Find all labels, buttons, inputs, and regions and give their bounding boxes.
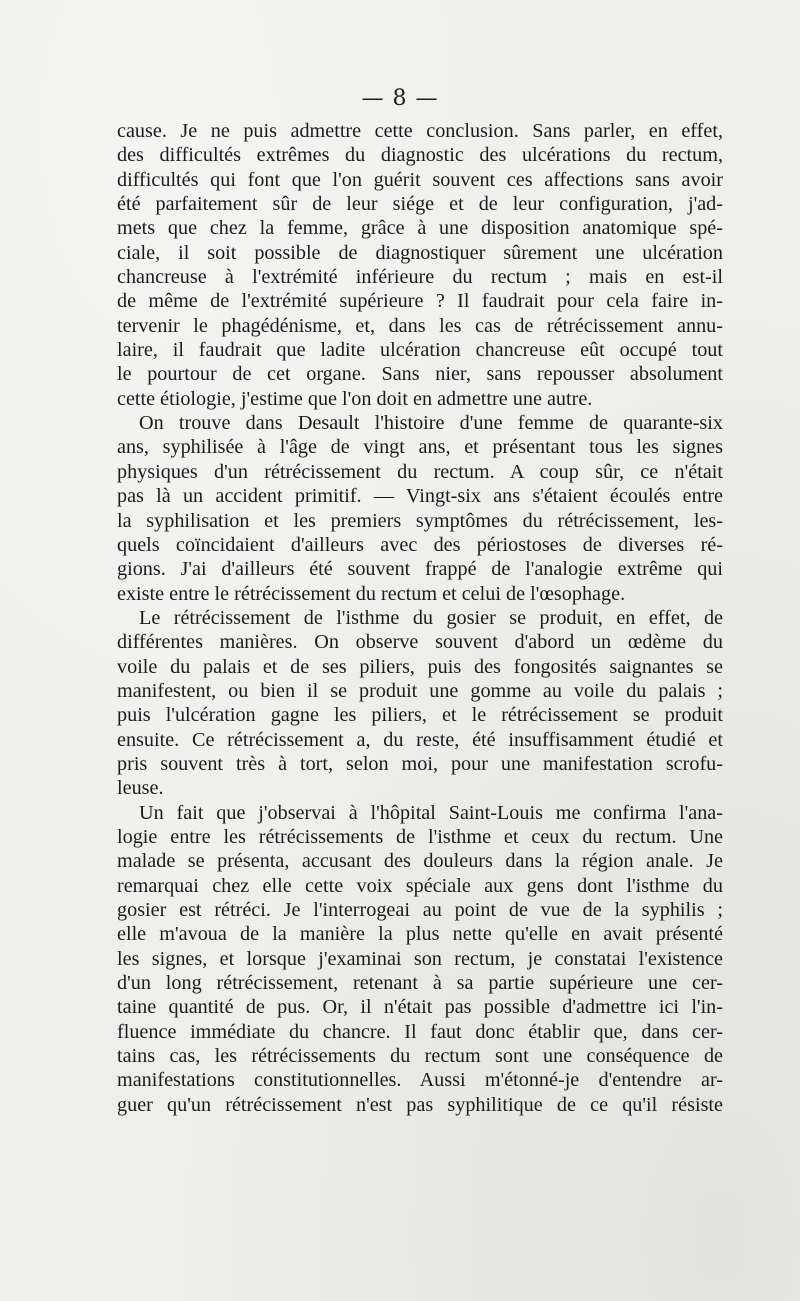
- text-line: taine quantité de pus. Or, il n'était pas possible d'admettre ici l'in-: [117, 996, 723, 1019]
- text-line: existe entre le rétrécissement du rectum et celui de l'œsophage.: [117, 582, 626, 605]
- text-line: pas là un accident primitif. — Vingt-six ans s'étaient écoulés entre: [117, 485, 723, 508]
- text-line: gosier est rétréci. Je l'interrogeai au point de vue de la syphilis ;: [117, 899, 723, 921]
- text-line: Le rétrécissement de l'isthme du gosier se produit, en effet, de: [139, 606, 723, 629]
- text-line: chancreuse à l'extrémité inférieure du rectum ; mais en est-il: [117, 266, 723, 289]
- text-line: difficultés qui font que l'on guérit souvent ces affections sans avoir: [117, 168, 723, 191]
- text-line: manifestations constitutionnelles. Aussi m'étonné-je d'entendre ar-: [117, 1069, 723, 1092]
- text-line: cause. Je ne puis admettre cette conclusion. Sans parler, en effet,: [117, 120, 723, 142]
- text-line: leuse.: [117, 777, 164, 800]
- text-line: elle m'avoua de la manière la plus nette qu'elle en avait présenté: [117, 923, 723, 946]
- text-line: d'un long rétrécissement, retenant à sa partie supérieure une cer-: [117, 972, 723, 995]
- text-line: physiques d'un rétrécissement du rectum. A coup sûr, ce n'était: [117, 460, 723, 483]
- text-line: gions. J'ai d'ailleurs été souvent frappé de l'analogie extrême qui: [117, 558, 723, 581]
- text-line: tains cas, les rétrécissements du rectum sont une conséquence de: [117, 1045, 723, 1068]
- text-line: malade se présenta, accusant des douleurs dans la région anale. Je: [117, 850, 723, 873]
- text-line: remarquai chez elle cette voix spéciale aux gens dont l'isthme du: [117, 874, 723, 897]
- text-line: On trouve dans Desault l'histoire d'une femme de quarante-six: [139, 412, 723, 435]
- text-line: la syphilisation et les premiers symptômes du rétrécissement, les-: [117, 509, 723, 532]
- text-line: pris souvent très à tort, selon moi, pour une manifestation scrofu-: [117, 752, 723, 775]
- text-line: été parfaitement sûr de leur siége et de leur configuration, j'ad-: [117, 193, 723, 216]
- body-text: [117, 119, 723, 1117]
- text-line: différentes manières. On observe souvent d'abord un œdème du: [117, 631, 723, 654]
- page-number: — 8 —: [361, 86, 439, 111]
- text-line: laire, il faudrait que ladite ulcération chancreuse eût occupé tout: [117, 339, 723, 362]
- text-line: mets que chez la femme, grâce à une disposition anatomique spé-: [117, 217, 723, 240]
- text-line: quels coïncidaient d'ailleurs avec des périostoses de diverses ré-: [117, 533, 723, 556]
- text-line: des difficultés extrêmes du diagnostic des ulcérations du rectum,: [117, 144, 723, 167]
- text-line: cette étiologie, j'estime que l'on doit en admettre une autre.: [117, 387, 593, 410]
- text-line: logie entre les rétrécissements de l'isthme et ceux du rectum. Une: [117, 825, 723, 848]
- text-line: fluence immédiate du chancre. Il faut donc établir que, dans cer-: [117, 1020, 723, 1043]
- text-line: de même de l'extrémité supérieure ? Il faudrait pour cela faire in-: [117, 290, 723, 313]
- text-line: puis l'ulcération gagne les piliers, et le rétrécissement se produit: [117, 704, 723, 727]
- text-line: voile du palais et de ses piliers, puis des fongosités saignantes se: [117, 655, 723, 678]
- text-line: manifestent, ou bien il se produit une gomme au voile du palais ;: [117, 679, 723, 702]
- text-line: guer qu'un rétrécissement n'est pas syphilitique de ce qu'il résiste: [117, 1093, 723, 1116]
- text-line: ciale, il soit possible de diagnostiquer sûrement une ulcération: [117, 241, 723, 264]
- text-line: ans, syphilisée à l'âge de vingt ans, et présentant tous les signes: [117, 436, 723, 459]
- text-line: les signes, et lorsque j'examinai son rectum, je constatai l'existence: [117, 947, 723, 970]
- text-line: le pourtour de cet organe. Sans nier, sans repousser absolument: [117, 363, 723, 386]
- text-line: tervenir le phagédénisme, et, dans les cas de rétrécissement annu-: [117, 314, 723, 337]
- text-line: ensuite. Ce rétrécissement a, du reste, été insuffisamment étudié et: [117, 728, 723, 751]
- text-line: Un fait que j'observai à l'hôpital Saint-Louis me confirma l'ana-: [139, 801, 723, 824]
